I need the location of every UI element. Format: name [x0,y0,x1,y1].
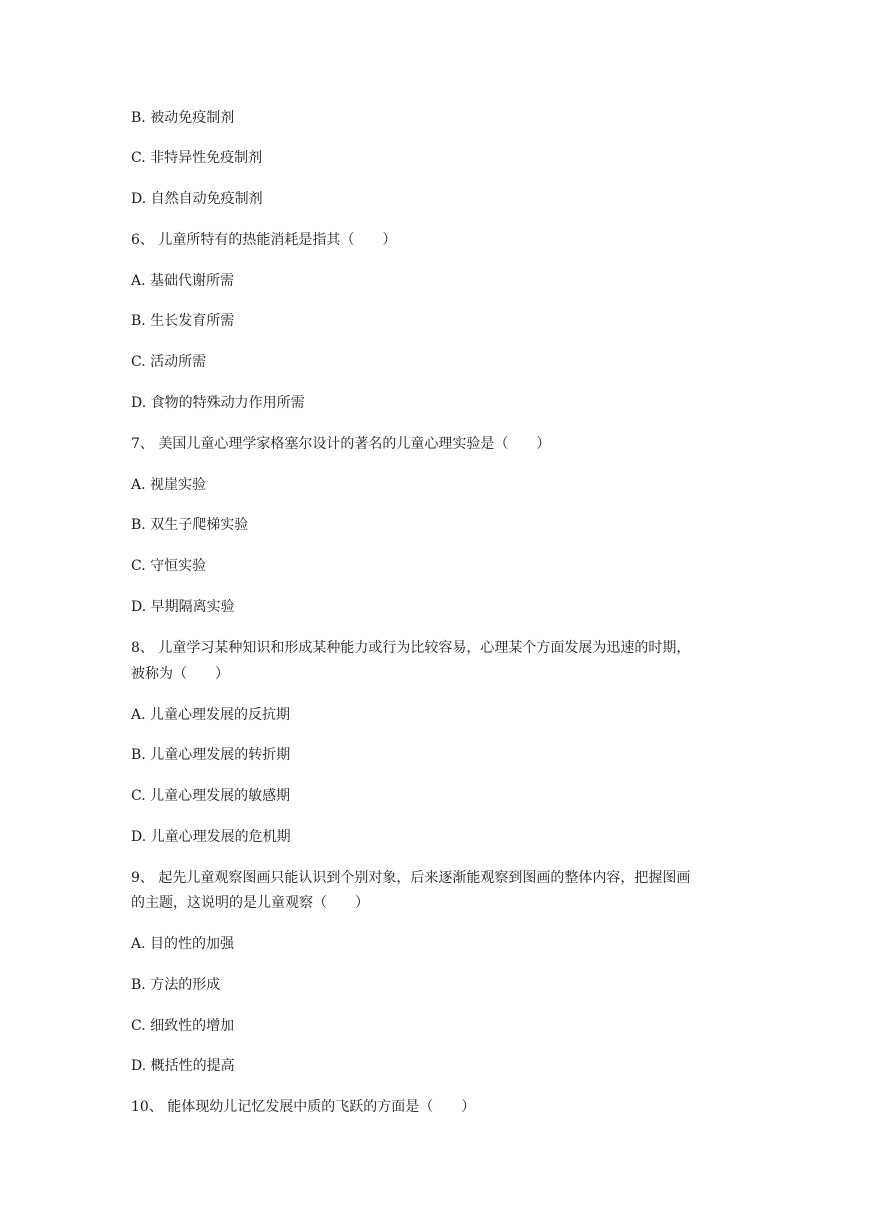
q9-stem-line1: 9、 起先儿童观察图画只能认识到个别对象，后来逐渐能观察到图画的整体内容，把握图画 [131,870,691,886]
q8-option-b: B. 儿童心理发展的转折期 [131,747,291,763]
q6-stem: 6、 儿童所特有的热能消耗是指其（ ） [131,232,397,248]
q9-option-b: B. 方法的形成 [131,977,221,993]
q10-stem: 10、 能体现幼儿记忆发展中质的飞跃的方面是（ ） [131,1099,476,1115]
q6-option-d: D. 食物的特殊动力作用所需 [131,395,305,411]
q5-option-b: B. 被动免疫制剂 [131,110,235,126]
q8-option-c: C. 儿童心理发展的敏感期 [131,788,291,804]
q9-stem-line2: 的主题，这说明的是儿童观察（ ） [131,895,369,911]
q7-option-a: A. 视崖实验 [131,477,207,493]
q8-stem-line1: 8、 儿童学习某种知识和形成某种能力或行为比较容易，心理某个方面发展为迅速的时期， [131,640,691,656]
q8-stem-line2: 被称为（ ） [131,666,229,682]
q6-option-b: B. 生长发育所需 [131,313,235,329]
q9-option-a: A. 目的性的加强 [131,936,235,952]
q6-option-c: C. 活动所需 [131,354,207,370]
q7-option-d: D. 早期隔离实验 [131,599,235,615]
q8-option-d: D. 儿童心理发展的危机期 [131,829,291,845]
q9-option-d: D. 概括性的提高 [131,1058,235,1074]
q7-option-c: C. 守恒实验 [131,558,207,574]
q7-option-b: B. 双生子爬梯实验 [131,517,249,533]
q7-stem: 7、 美国儿童心理学家格塞尔设计的著名的儿童心理实验是（ ） [131,436,551,452]
q6-option-a: A. 基础代谢所需 [131,273,235,289]
q9-option-c: C. 细致性的增加 [131,1018,235,1034]
q5-option-d: D. 自然自动免疫制剂 [131,191,263,207]
q5-option-c: C. 非特异性免疫制剂 [131,150,263,166]
q8-option-a: A. 儿童心理发展的反抗期 [131,707,291,723]
